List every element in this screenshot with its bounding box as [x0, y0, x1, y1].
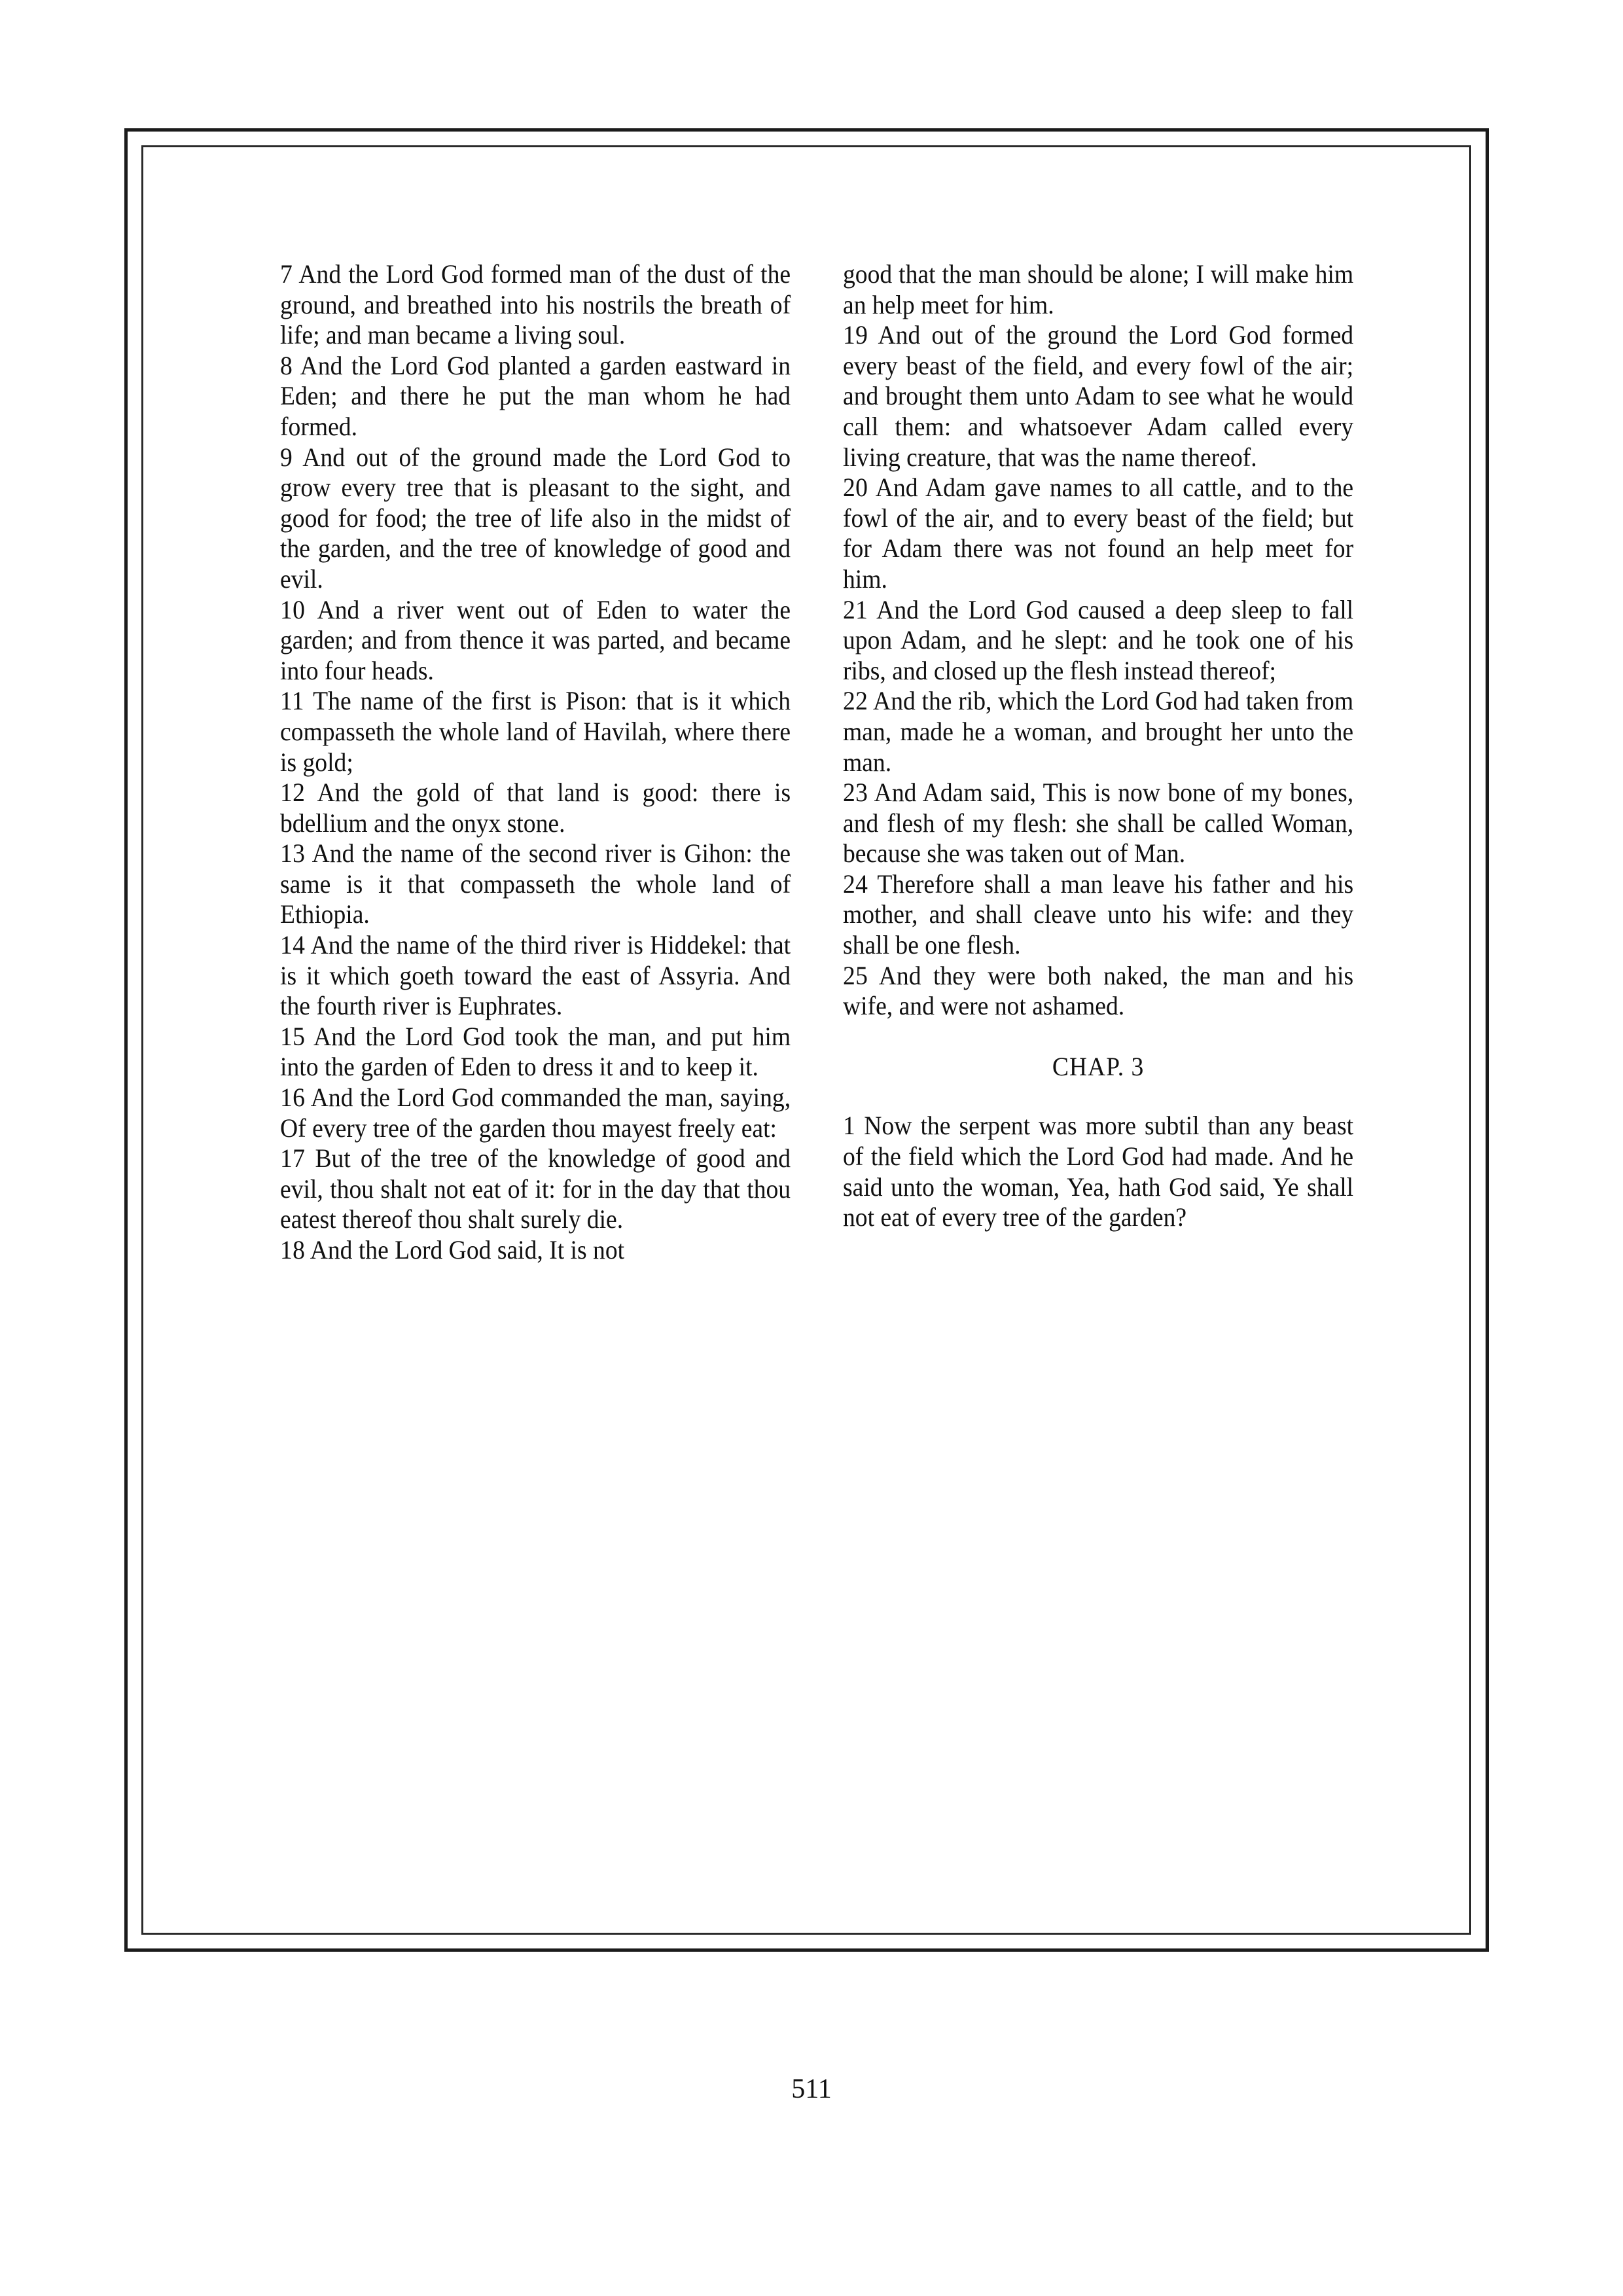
verse-number: 1 [843, 1111, 856, 1141]
verse-paragraph: 11 The name of the first is Pison: that is it which compasseth the whole land of Havilah, where there is gold; [280, 686, 791, 777]
verse-paragraph: 13 And the name of the second river is Gihon: the same is it that compasseth the whole land of Ethiopia. [280, 838, 791, 929]
verse-number: 11 [280, 686, 304, 716]
verse-number: 12 [280, 778, 306, 808]
verse-paragraph: 25 And they were both naked, the man and his wife, and were not ashamed. [843, 960, 1354, 1021]
verse-number: 14 [280, 930, 306, 960]
two-column-text-block [280, 259, 1353, 1850]
verse-paragraph: 9 And out of the ground made the Lord God to grow every tree that is pleasant to the sight, and good for food; the tree of life also in the midst of the garden, and the tree of knowledge of good and evil. [280, 442, 791, 594]
verse-paragraph: 18 And the Lord God said, It is not [280, 1235, 625, 1265]
verse-number: 15 [280, 1021, 306, 1051]
verse-number: 25 [843, 960, 868, 990]
verse-paragraph: 12 And the gold of that land is good: there is bdellium and the onyx stone. [280, 778, 791, 838]
verse-paragraph: 10 And a river went out of Eden to water the garden; and from thence it was parted, and became into four heads. [280, 594, 791, 685]
verse-paragraph: 16 And the Lord God commanded the man, saying, Of every tree of the garden thou mayest freely eat: [280, 1083, 791, 1143]
verse-number: 19 [843, 320, 868, 350]
verse-number: 20 [843, 473, 868, 503]
verse-paragraph: 15 And the Lord God took the man, and put him into the garden of Eden to dress it and to keep it. [280, 1021, 791, 1082]
verse-continuation-paragraph: good that the man should be alone; I will make him an help meet for him. [843, 259, 1354, 319]
verse-number: 21 [843, 594, 868, 624]
verse-number: 16 [280, 1083, 306, 1113]
verse-paragraph: 7 And the Lord God formed man of the dust of the ground, and breathed into his nostrils the breath of life; and man became a living soul. [280, 259, 791, 350]
verse-paragraph: 17 But of the tree of the knowledge of good and evil, thou shalt not eat of it: for in the day that thou eatest thereof thou shalt surely die. [280, 1143, 791, 1234]
verse-paragraph: 23 And Adam said, This is now bone of my bones, and flesh of my flesh: she shall be called Woman, because she was taken out of Man. [843, 778, 1354, 869]
text-column-right [843, 259, 1353, 1850]
verse-number: 7 [280, 259, 293, 289]
verse-paragraph: 22 And the rib, which the Lord God had taken from man, made he a woman, and brought her unto the man. [843, 686, 1354, 777]
verse-paragraph: 14 And the name of the third river is Hiddekel: that is it which goeth toward the east of Assyria. And the fourth river is Euphrates. [280, 930, 791, 1021]
verse-number: 9 [280, 442, 293, 472]
verse-number: 18 [280, 1235, 306, 1265]
verse-number: 10 [280, 594, 306, 624]
verse-paragraph: 1 Now the serpent was more subtil than any beast of the field which the Lord God had made. And he said unto the woman, Yea, hath God said, Ye shall not eat of every tree of the garden? [843, 1111, 1354, 1232]
verse-number: 23 [843, 778, 868, 808]
verse-number: 17 [280, 1143, 306, 1174]
verse-number: 13 [280, 838, 306, 869]
verse-number: 8 [280, 350, 293, 380]
text-column-left [280, 259, 791, 1850]
verse-paragraph: 21 And the Lord God caused a deep sleep to fall upon Adam, and he slept: and he took one of his ribs, and closed up the flesh instead thereof; [843, 594, 1354, 685]
page-number-folio: 511 [791, 2074, 832, 2104]
verse-paragraph: 19 And out of the ground the Lord God formed every beast of the field, and every fowl of the air; and brought them unto Adam to see what he would call them: and whatsoever Adam called every living creature, that was the name thereof. [843, 320, 1354, 472]
chapter-heading: CHAP. 3 [1052, 1051, 1145, 1081]
verse-paragraph: 20 And Adam gave names to all cattle, and to the fowl of the air, and to every beast of the field; but for Adam there was not found an help meet for him. [843, 473, 1354, 594]
verse-number: 22 [843, 686, 868, 716]
verse-paragraph: 8 And the Lord God planted a garden eastward in Eden; and there he put the man whom he had formed. [280, 350, 791, 441]
verse-paragraph: 24 Therefore shall a man leave his father and his mother, and shall cleave unto his wife: and they shall be one flesh. [843, 869, 1354, 960]
verse-number: 24 [843, 869, 868, 899]
